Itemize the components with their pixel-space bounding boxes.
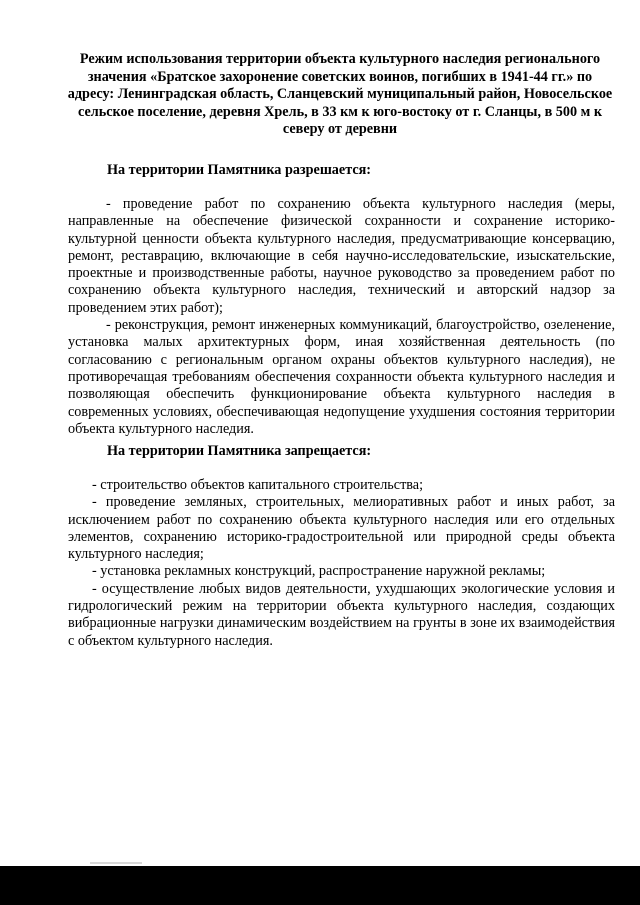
allowed-item: - проведение работ по сохранению объекта культурного наследия (меры, направленные на обеспечение физической сохранности и сохранение историко-культурной ценности объекта культурного наследия, предусматривающие консервацию, ремонт, реставрацию, включающие в себя научно-исследовательские, изыскательские, проектные и производственные работы, научное руководство за проведением работ по сохранению объекта культурного наследия, технический и авторский надзор за проведением этих работ); xyxy=(68,196,615,316)
forbidden-item: - осуществление любых видов деятельности, ухудшающих экологические условия и гидрологический режим на территории объекта культурного наследия, создающих вибрационные нагрузки динамическим воздействием на грунты в зоне их взаимодействия с объектом культурного наследия. xyxy=(68,580,615,649)
allowed-list xyxy=(68,196,615,438)
document-title: Режим использования территории объекта культурного наследия регионального значения «Братское захоронение советских воинов, погибших в 1941-44 гг.» по адресу: Ленинградская область, Сланцевский муниципальный район, Новосельское сельское поселение, деревня Хрель, в 33 км к юго-востоку от г. Сланцы, в 500 м к северу от деревни xyxy=(67,51,613,138)
forbidden-list xyxy=(68,477,615,650)
forbidden-item: - установка рекламных конструкций, распространение наружной рекламы; xyxy=(92,563,546,580)
forbidden-heading: На территории Памятника запрещается: xyxy=(107,443,372,459)
forbidden-item: - строительство объектов капитального строительства; xyxy=(92,477,424,493)
forbidden-item: - проведение земляных, строительных, мелиоративных работ и иных работ, за исключением работ по сохранению объекта культурного наследия или его отдельных элементов, сохранению историко-градостроительной или природной среды объекта культурного наследия; xyxy=(68,494,615,563)
allowed-item: - реконструкция, ремонт инженерных коммуникаций, благоустройство, озеленение, установка малых архитектурных форм, иная хозяйственная деятельность (по согласованию с региональным органом охраны объектов культурного наследия), не противоречащая требованиям обеспечения сохранности объекта культурного наследия и позволяющая обеспечить функционирование объекта культурного наследия в современных условиях, обеспечивающая недопущение ухудшения состояния территории объекта культурного наследия. xyxy=(68,317,615,437)
allowed-heading: На территории Памятника разрешается: xyxy=(107,162,372,178)
scan-artifact-line xyxy=(90,862,142,864)
scan-border-bar xyxy=(0,866,640,905)
